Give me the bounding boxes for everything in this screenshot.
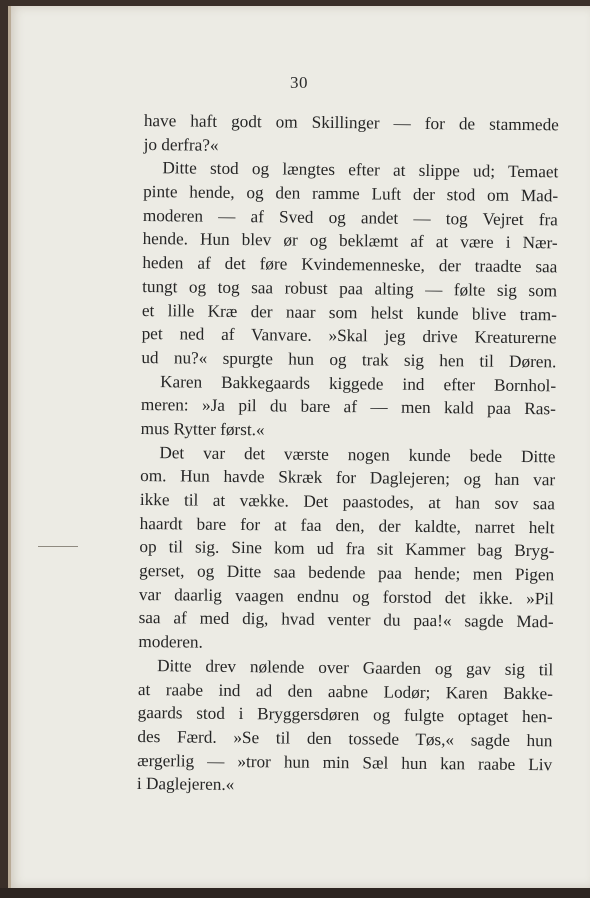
text-line: tungt og tog saa robust paa alting — følte sig som [142,276,558,301]
text-line: gerset, og Ditte saa bedende paa hende; men Pigen [139,561,555,585]
text-line: gaards stod i Bryggersdøren og fulgte optaget hen- [137,703,553,727]
text-line: have haft godt om Skillinger — for de stammede [143,110,559,135]
text-line: om. Hun havde Skræk for Daglejeren; og han var [140,466,556,490]
text-line: ud nu?« spurgte hun og trak sig hen til Døren. [141,347,557,372]
text-line: ikke til at vække. Det paastodes, at han sov saa [139,489,555,514]
text-line: Ditte drev nølende over Gaarden og gav sig til [157,655,554,680]
text-line: haardt bare for at faa den, der kaldte, narret helt [139,513,555,538]
margin-mark [38,546,78,547]
text-line: meren: »Ja pil du bare af — men kald paa Ras- [140,395,556,419]
body-text [137,109,559,800]
text-line: Karen Bakkegaards kiggede ind efter Bornhol- [160,371,557,395]
text-line: Ditte stod og længtes efter at slippe ud; Temaet [162,158,559,182]
book-page [8,6,590,888]
text-line: pinte hende, og den ramme Luft der stod om Mad- [143,182,559,206]
text-line: saa af med dig, hvad venter du paa!« sagde Mad- [138,608,554,632]
text-line: var daarlig vaagen endnu og forstod det ikke. »Pil [138,584,554,609]
text-line: jo derfra?« [143,134,219,155]
text-line: heden af det føre Kvindemenneske, der traadte saa [142,253,558,277]
text-line: des Færd. »Se til den tossede Tøs,« sagde hun [137,726,553,751]
text-line: at raabe ind ad den aabne Lodør; Karen Bakke- [137,679,554,703]
text-line: moderen — af Sved og andet — tog Vejret fra [142,205,558,230]
text-line: op til sig. Sine kom ud fra sit Kammer bag Bryg- [139,537,555,561]
page-number: 30 [290,73,308,92]
text-line: Det var det værste nogen kunde bede Ditte [159,442,556,466]
text-line: mus Rytter først.« [140,418,265,440]
book-edge [0,888,590,898]
text-line: moderen. [138,632,203,652]
text-line: hende. Hun blev ør og beklæmt af at være i Nær- [142,229,558,253]
page-gutter [8,6,11,888]
text-line: ærgerlig — »tror hun min Sæl hun kan raabe Liv [137,750,553,774]
text-line: pet ned af Vanvare. »Skal jeg drive Kreaturerne [141,324,557,348]
text-line: et lille Kræ der naar som helst kunde blive tram- [141,300,557,324]
text-line: i Daglejeren.« [136,774,235,795]
